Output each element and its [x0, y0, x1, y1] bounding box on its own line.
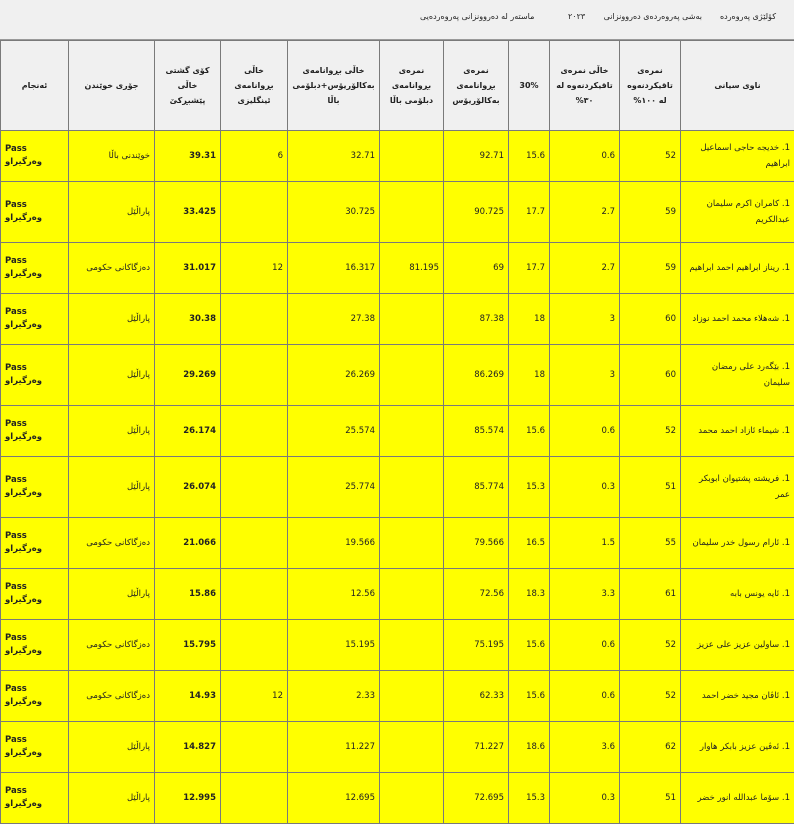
col-header-study-type[interactable]: جۆری خوێندن — [69, 41, 155, 131]
cell-result[interactable]: Pass وەرگیراو — [1, 671, 69, 722]
department-label: بەشی پەروەردەی دەروونزانی — [603, 12, 702, 21]
cell-cert-points[interactable]: 16.317 — [288, 243, 380, 294]
table-body — [1, 131, 794, 824]
cell-cert-points[interactable]: 11.227 — [288, 722, 380, 773]
cell-exam100[interactable]: 59 — [620, 243, 681, 294]
cell-total[interactable]: 30.38 — [155, 294, 221, 345]
cell-bachelor[interactable]: 87.38 — [444, 294, 509, 345]
cell-total[interactable]: 21.066 — [155, 518, 221, 569]
cell-thirty[interactable]: 17.7 — [509, 182, 550, 243]
cell-study-type[interactable]: پاراڵێل — [69, 569, 155, 620]
cell-study-type[interactable]: پاراڵێل — [69, 294, 155, 345]
cell-thirty[interactable]: 15.6 — [509, 671, 550, 722]
year-label: ٢٠٢٣ — [568, 12, 586, 21]
cell-cert-points[interactable]: 25.574 — [288, 406, 380, 457]
cell-name[interactable]: 1. سۆما عبدالله انور خضر — [681, 773, 794, 824]
cell-bachelor[interactable]: 75.195 — [444, 620, 509, 671]
cell-bachelor[interactable]: 86.269 — [444, 345, 509, 406]
cell-diploma[interactable] — [380, 182, 444, 243]
cell-result[interactable]: Pass وەرگیراو — [1, 620, 69, 671]
table-row[interactable] — [1, 294, 794, 345]
col-header-thirty[interactable]: 30% — [509, 41, 550, 131]
col-header-exam100[interactable]: نمرەی تاقیکردنەوە لە ١٠٠% — [620, 41, 681, 131]
cell-exam30[interactable]: 3 — [550, 345, 620, 406]
cell-study-type[interactable]: پاراڵێل — [69, 457, 155, 518]
cell-exam100[interactable]: 52 — [620, 131, 681, 182]
cell-diploma[interactable] — [380, 569, 444, 620]
cell-diploma[interactable] — [380, 345, 444, 406]
cell-total[interactable]: 29.269 — [155, 345, 221, 406]
cell-exam30[interactable]: 3.3 — [550, 569, 620, 620]
cell-bachelor[interactable]: 62.33 — [444, 671, 509, 722]
table-row[interactable] — [1, 518, 794, 569]
cell-result[interactable]: Pass وەرگیراو — [1, 345, 69, 406]
cell-name[interactable]: 1. ریناز ابراهیم احمد ابراهیم — [681, 243, 794, 294]
cell-thirty[interactable]: 15.3 — [509, 773, 550, 824]
cell-total[interactable]: 14.827 — [155, 722, 221, 773]
cell-study-type[interactable]: پاراڵێل — [69, 182, 155, 243]
cell-exam30[interactable]: 0.6 — [550, 131, 620, 182]
cell-exam100[interactable]: 59 — [620, 182, 681, 243]
cell-english[interactable] — [221, 518, 288, 569]
cell-diploma[interactable] — [380, 773, 444, 824]
cell-exam100[interactable]: 52 — [620, 406, 681, 457]
cell-bachelor[interactable]: 72.56 — [444, 569, 509, 620]
col-header-total[interactable]: کۆی گشتی خاڵی پێشبڕکێ — [155, 41, 221, 131]
cell-study-type[interactable]: پاراڵێل — [69, 773, 155, 824]
cell-cert-points[interactable]: 32.71 — [288, 131, 380, 182]
cell-name[interactable]: 1. ساولین عزیز علی عزیز — [681, 620, 794, 671]
cell-english[interactable] — [221, 773, 288, 824]
table-row[interactable] — [1, 722, 794, 773]
cell-exam100[interactable]: 60 — [620, 294, 681, 345]
cell-exam30[interactable]: 2.7 — [550, 182, 620, 243]
cell-thirty[interactable]: 15.6 — [509, 406, 550, 457]
cell-diploma[interactable] — [380, 722, 444, 773]
cell-thirty[interactable]: 15.3 — [509, 457, 550, 518]
cell-total[interactable]: 26.074 — [155, 457, 221, 518]
cell-result[interactable]: Pass وەرگیراو — [1, 569, 69, 620]
cell-exam100[interactable]: 52 — [620, 620, 681, 671]
cell-diploma[interactable] — [380, 294, 444, 345]
cell-exam30[interactable]: 0.6 — [550, 406, 620, 457]
cell-thirty[interactable]: 18 — [509, 345, 550, 406]
cell-cert-points[interactable]: 19.566 — [288, 518, 380, 569]
cell-thirty[interactable]: 18 — [509, 294, 550, 345]
cell-result[interactable]: Pass وەرگیراو — [1, 294, 69, 345]
cell-result[interactable]: Pass وەرگیراو — [1, 406, 69, 457]
cell-total[interactable]: 31.017 — [155, 243, 221, 294]
table-header-row — [1, 41, 794, 131]
cell-bachelor[interactable]: 85.774 — [444, 457, 509, 518]
cell-cert-points[interactable]: 2.33 — [288, 671, 380, 722]
cell-exam30[interactable]: 1.5 — [550, 518, 620, 569]
table-row[interactable] — [1, 131, 794, 182]
cell-english[interactable]: 12 — [221, 671, 288, 722]
table-row[interactable] — [1, 182, 794, 243]
cell-result[interactable]: Pass وەرگیراو — [1, 457, 69, 518]
cell-diploma[interactable]: 81.195 — [380, 243, 444, 294]
cell-cert-points[interactable]: 30.725 — [288, 182, 380, 243]
cell-result[interactable]: Pass وەرگیراو — [1, 131, 69, 182]
cell-thirty[interactable]: 18.3 — [509, 569, 550, 620]
cell-name[interactable]: 1. ئاڤان مجید خضر احمد — [681, 671, 794, 722]
cell-exam30[interactable]: 3.6 — [550, 722, 620, 773]
cell-bachelor[interactable]: 90.725 — [444, 182, 509, 243]
cell-name[interactable]: 1. ئایە یونس بابە — [681, 569, 794, 620]
cell-exam100[interactable]: 61 — [620, 569, 681, 620]
cell-study-type[interactable]: پاراڵێل — [69, 345, 155, 406]
cell-exam100[interactable]: 51 — [620, 773, 681, 824]
cell-diploma[interactable] — [380, 406, 444, 457]
cell-cert-points[interactable]: 12.56 — [288, 569, 380, 620]
cell-bachelor[interactable]: 79.566 — [444, 518, 509, 569]
cell-total[interactable]: 15.86 — [155, 569, 221, 620]
table-row[interactable] — [1, 671, 794, 722]
cell-study-type[interactable]: دەزگاکانی حکومی — [69, 518, 155, 569]
table-row[interactable] — [1, 345, 794, 406]
cell-english[interactable] — [221, 182, 288, 243]
col-header-exam30[interactable]: خاڵی نمرەی تاقیکردنەوە لە ٣٠% — [550, 41, 620, 131]
cell-thirty[interactable]: 18.6 — [509, 722, 550, 773]
cell-english[interactable] — [221, 345, 288, 406]
cell-study-type[interactable]: دەزگاکانی حکومی — [69, 671, 155, 722]
cell-english[interactable] — [221, 722, 288, 773]
sheet-title-bar — [0, 0, 794, 40]
cell-exam100[interactable]: 51 — [620, 457, 681, 518]
cell-cert-points[interactable]: 12.695 — [288, 773, 380, 824]
cell-thirty[interactable]: 15.6 — [509, 620, 550, 671]
col-header-name[interactable]: ناوی سیانی — [681, 41, 794, 131]
program-label: ماستەر لە دەروونزانی پەروەردەیی — [420, 12, 535, 21]
cell-exam30[interactable]: 0.3 — [550, 773, 620, 824]
cell-total[interactable]: 26.174 — [155, 406, 221, 457]
cell-study-type[interactable]: خوێندنی باڵا — [69, 131, 155, 182]
cell-result[interactable]: Pass وەرگیراو — [1, 722, 69, 773]
cell-diploma[interactable] — [380, 671, 444, 722]
cell-result[interactable]: Pass وەرگیراو — [1, 182, 69, 243]
cell-total[interactable]: 14.93 — [155, 671, 221, 722]
cell-cert-points[interactable]: 15.195 — [288, 620, 380, 671]
cell-name[interactable]: 1. شیماء ئازاد احمد محمد — [681, 406, 794, 457]
table-row[interactable] — [1, 406, 794, 457]
col-header-english[interactable]: خاڵی بڕوانامەی ئینگلیزی — [221, 41, 288, 131]
table-row[interactable] — [1, 569, 794, 620]
cell-thirty[interactable]: 15.6 — [509, 131, 550, 182]
cell-study-type[interactable]: پاراڵێل — [69, 406, 155, 457]
cell-exam100[interactable]: 60 — [620, 345, 681, 406]
cell-exam30[interactable]: 0.3 — [550, 457, 620, 518]
col-header-cert-points[interactable]: خاڵی بڕوانامەی بەکالۆریۆس+دبلۆمی باڵا — [288, 41, 380, 131]
cell-exam30[interactable]: 2.7 — [550, 243, 620, 294]
cell-english[interactable] — [221, 620, 288, 671]
cell-diploma[interactable] — [380, 620, 444, 671]
cell-english[interactable] — [221, 406, 288, 457]
cell-exam100[interactable]: 55 — [620, 518, 681, 569]
cell-name[interactable]: 1. شەهلاء محمد احمد نوزاد — [681, 294, 794, 345]
table-row[interactable] — [1, 243, 794, 294]
cell-diploma[interactable] — [380, 131, 444, 182]
cell-exam100[interactable]: 52 — [620, 671, 681, 722]
col-header-result[interactable]: ئەنجام — [1, 41, 69, 131]
cell-study-type[interactable]: دەزگاکانی حکومی — [69, 620, 155, 671]
cell-thirty[interactable]: 17.7 — [509, 243, 550, 294]
cell-name[interactable]: 1. بێگەرد علی رمضان سلیمان — [681, 345, 794, 406]
cell-english[interactable] — [221, 569, 288, 620]
cell-cert-points[interactable]: 27.38 — [288, 294, 380, 345]
cell-total[interactable]: 12.995 — [155, 773, 221, 824]
cell-result[interactable]: Pass وەرگیراو — [1, 518, 69, 569]
cell-name[interactable]: 1. فریشتە پشتیوان ابوبکر عمر — [681, 457, 794, 518]
cell-total[interactable]: 15.795 — [155, 620, 221, 671]
cell-exam30[interactable]: 0.6 — [550, 620, 620, 671]
cell-total[interactable]: 33.425 — [155, 182, 221, 243]
cell-exam30[interactable]: 3 — [550, 294, 620, 345]
results-table — [0, 40, 794, 824]
cell-exam100[interactable]: 62 — [620, 722, 681, 773]
cell-result[interactable]: Pass وەرگیراو — [1, 243, 69, 294]
cell-exam30[interactable]: 0.6 — [550, 671, 620, 722]
col-header-diploma[interactable]: نمرەی بڕوانامەی دبلۆمی باڵا — [380, 41, 444, 131]
table-row[interactable] — [1, 773, 794, 824]
cell-diploma[interactable] — [380, 457, 444, 518]
cell-study-type[interactable]: پاراڵێل — [69, 722, 155, 773]
cell-thirty[interactable]: 16.5 — [509, 518, 550, 569]
cell-name[interactable]: 1. ئارام رسول خدر سلیمان — [681, 518, 794, 569]
cell-english[interactable] — [221, 294, 288, 345]
college-label: کۆلێژی پەروەردە — [719, 12, 776, 21]
cell-english[interactable] — [221, 457, 288, 518]
table-row[interactable] — [1, 620, 794, 671]
cell-bachelor[interactable]: 92.71 — [444, 131, 509, 182]
cell-english[interactable]: 6 — [221, 131, 288, 182]
cell-total[interactable]: 39.31 — [155, 131, 221, 182]
cell-diploma[interactable] — [380, 518, 444, 569]
cell-name[interactable]: 1. خدیجە حاجی اسماعیل ابراهیم — [681, 131, 794, 182]
cell-bachelor[interactable]: 69 — [444, 243, 509, 294]
cell-english[interactable]: 12 — [221, 243, 288, 294]
cell-bachelor[interactable]: 72.695 — [444, 773, 509, 824]
cell-cert-points[interactable]: 26.269 — [288, 345, 380, 406]
cell-name[interactable]: 1. ئەڤین عزیز بابکر هاوار — [681, 722, 794, 773]
cell-bachelor[interactable]: 71.227 — [444, 722, 509, 773]
cell-bachelor[interactable]: 85.574 — [444, 406, 509, 457]
cell-name[interactable]: 1. کامران اکرم سلیمان عبدالکریم — [681, 182, 794, 243]
cell-cert-points[interactable]: 25.774 — [288, 457, 380, 518]
table-row[interactable] — [1, 457, 794, 518]
cell-result[interactable]: Pass وەرگیراو — [1, 773, 69, 824]
cell-study-type[interactable]: دەزگاکانی حکومی — [69, 243, 155, 294]
col-header-bachelor[interactable]: نمرەی بڕوانامەی بەکالۆریۆس — [444, 41, 509, 131]
